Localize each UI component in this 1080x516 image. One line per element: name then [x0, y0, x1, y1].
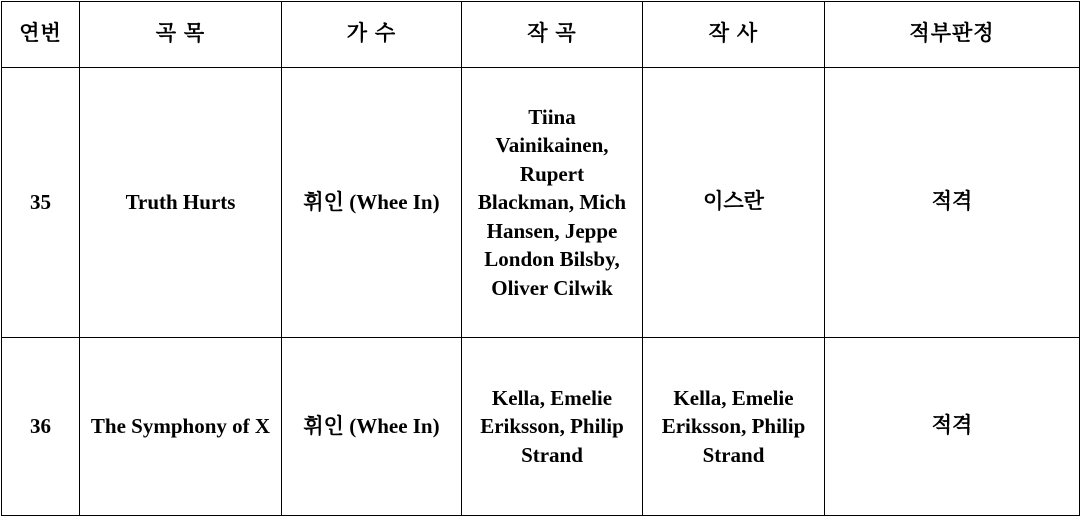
- cell-sequence: 35: [2, 68, 80, 338]
- table-body: [2, 68, 1080, 516]
- cell-verdict: 적격: [825, 338, 1080, 516]
- header-verdict: 적부판정: [825, 2, 1080, 68]
- header-singer: 가 수: [282, 2, 462, 68]
- header-composer: 작 곡: [462, 2, 643, 68]
- cell-singer: 휘인 (Whee In): [282, 338, 462, 516]
- song-review-table: [1, 1, 1080, 516]
- cell-composer: Kella, Emelie Eriksson, Philip Strand: [462, 338, 643, 516]
- cell-title: Truth Hurts: [80, 68, 282, 338]
- table-header-row: [2, 2, 1080, 68]
- cell-lyricist: 이스란: [643, 68, 825, 338]
- header-title: 곡 목: [80, 2, 282, 68]
- cell-composer: Tiina Vainikainen, Rupert Blackman, Mich Hansen, Jeppe London Bilsby, Oliver Cilwik: [462, 68, 643, 338]
- cell-singer: 휘인 (Whee In): [282, 68, 462, 338]
- table-row: [2, 68, 1080, 338]
- cell-verdict: 적격: [825, 68, 1080, 338]
- table-header: [2, 2, 1080, 68]
- document-table-container: [0, 1, 1080, 516]
- cell-sequence: 36: [2, 338, 80, 516]
- header-lyricist: 작 사: [643, 2, 825, 68]
- header-sequence: 연번: [2, 2, 80, 68]
- cell-title: The Symphony of X: [80, 338, 282, 516]
- table-row: [2, 338, 1080, 516]
- cell-lyricist: Kella, Emelie Eriksson, Philip Strand: [643, 338, 825, 516]
